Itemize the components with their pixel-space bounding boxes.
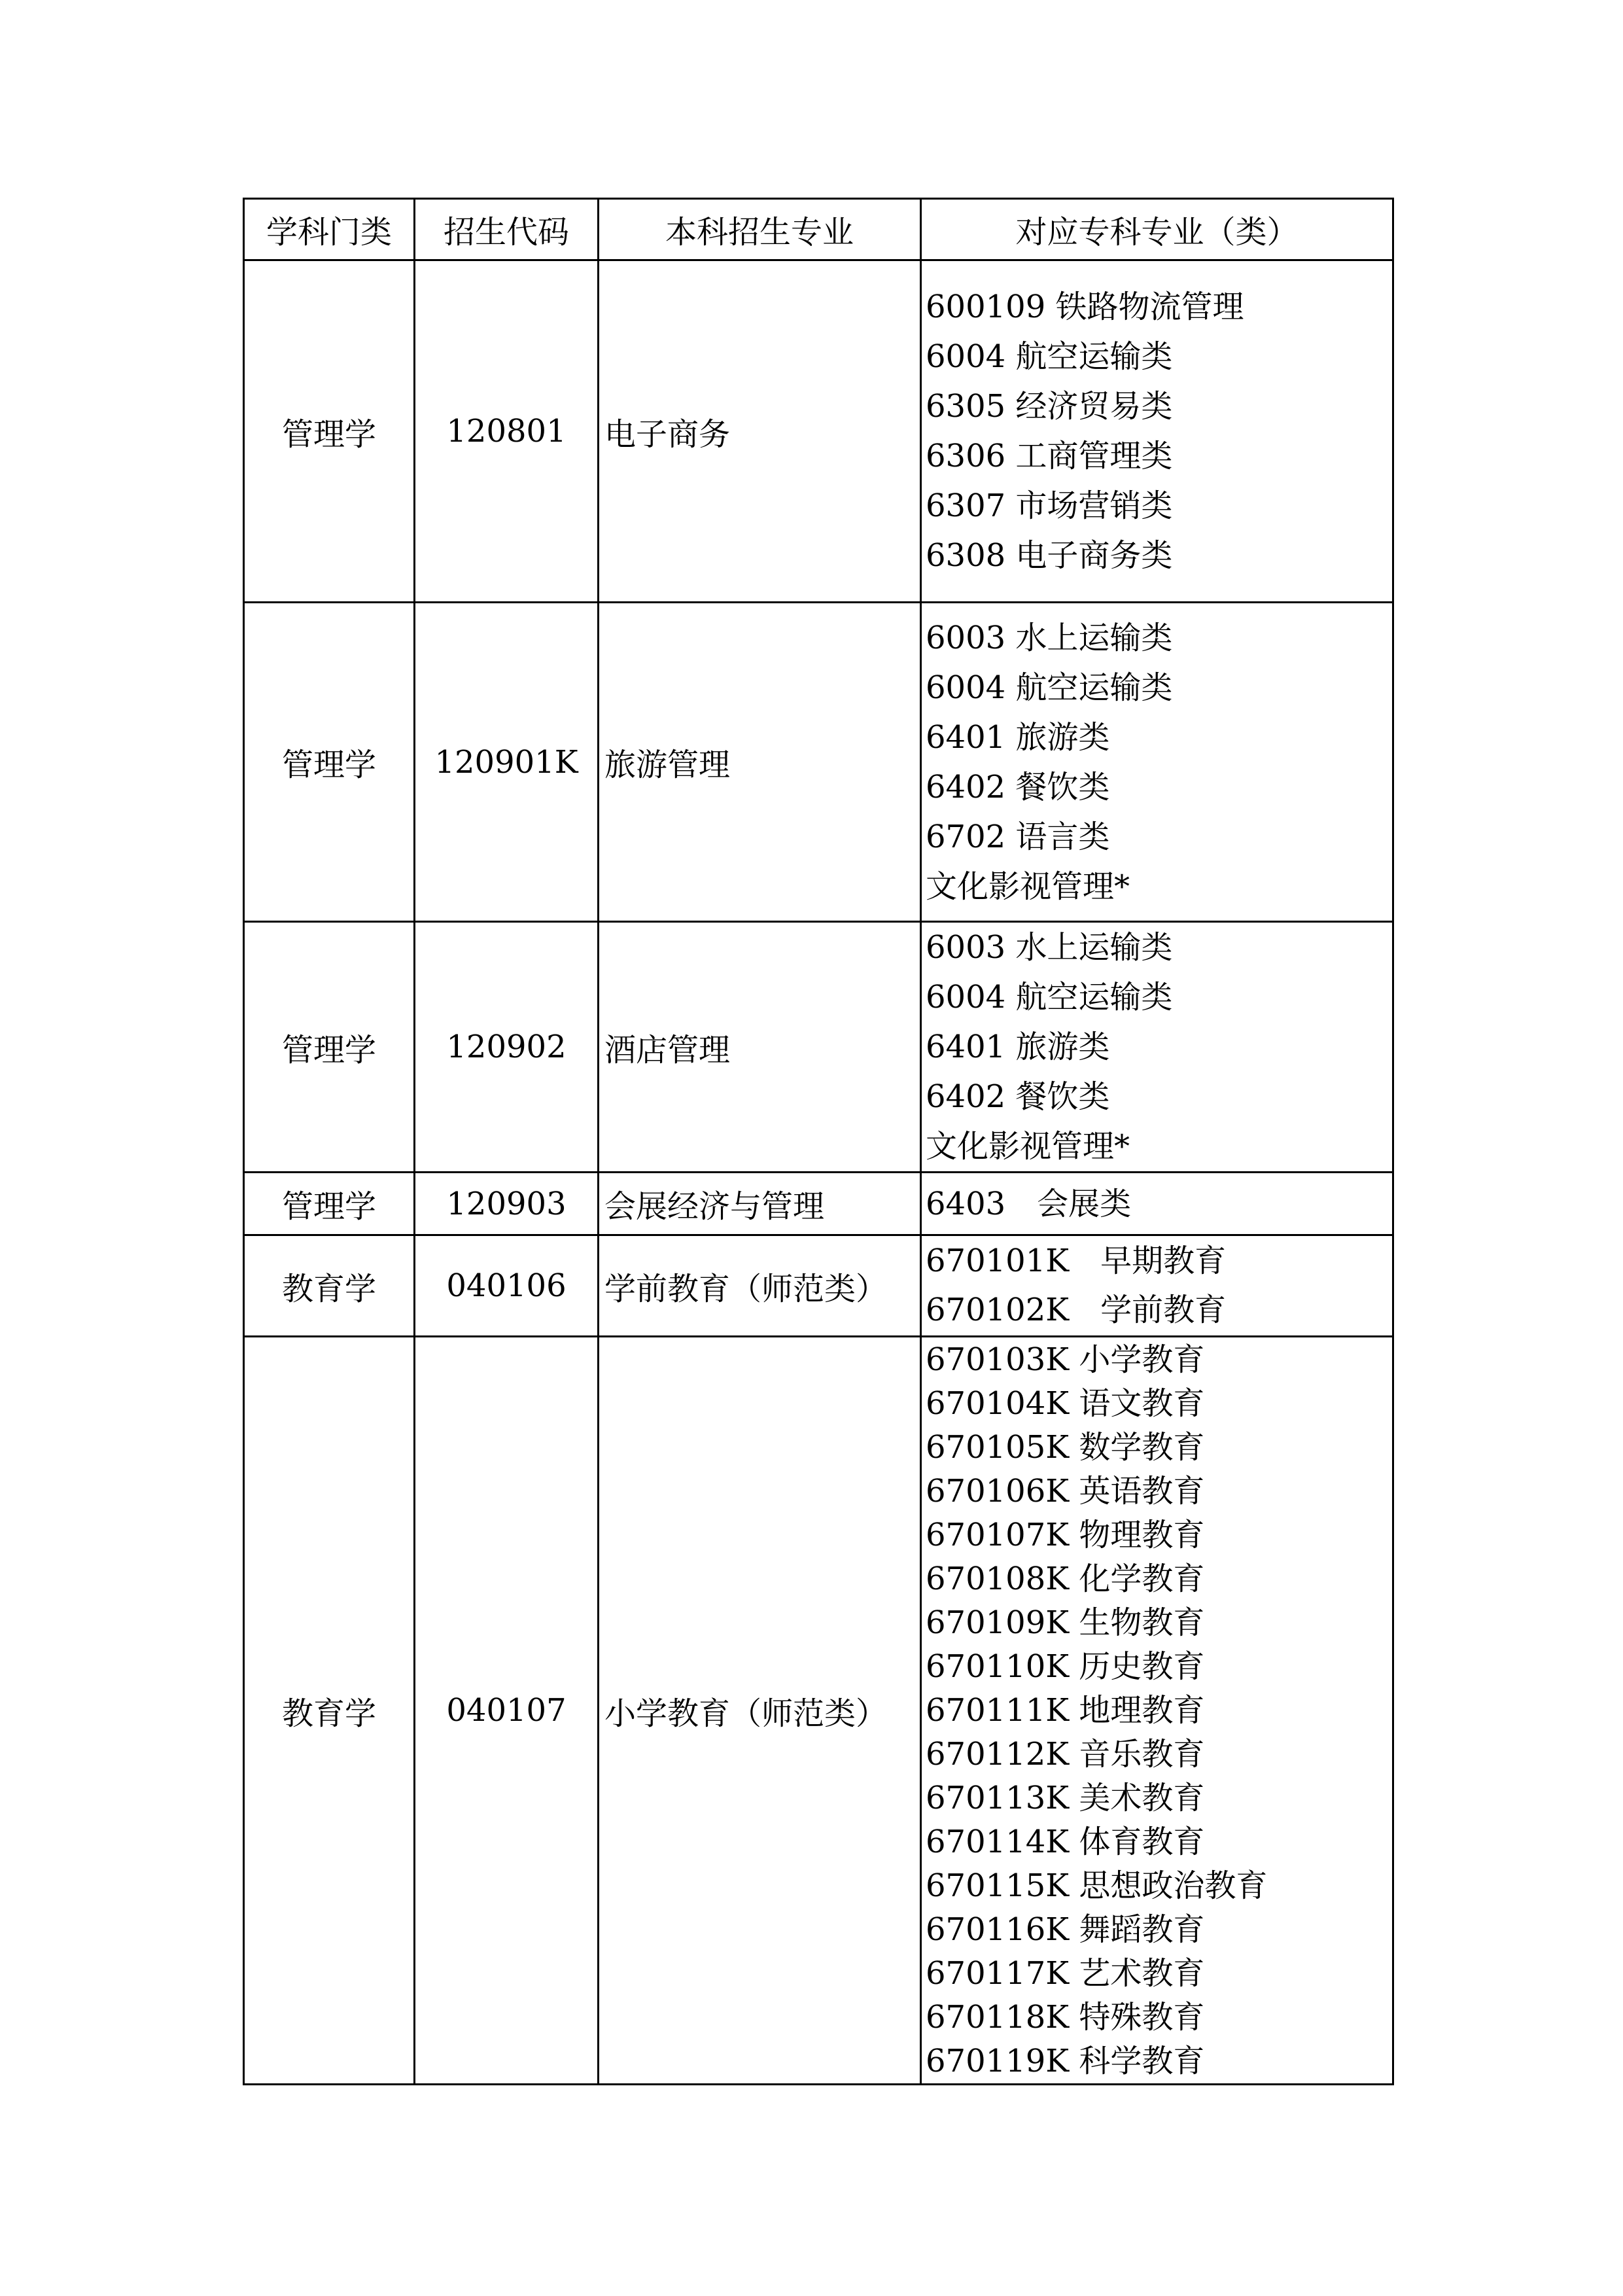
- related-program-item: 670116K 舞蹈教育: [926, 1911, 1205, 1948]
- related-program-item: 6306 工商管理类: [926, 438, 1173, 474]
- category-cell: 管理学: [244, 1173, 415, 1235]
- category-cell: 管理学: [244, 922, 415, 1173]
- related-program-item: 6401 旅游类: [926, 1029, 1110, 1065]
- related-program-item: 670114K 体育教育: [926, 1823, 1205, 1860]
- table-row: [244, 1173, 1393, 1235]
- major-cell: 小学教育（师范类）: [599, 1337, 921, 2085]
- major-cell: 会展经济与管理: [599, 1173, 921, 1235]
- code-cell: 120801: [415, 260, 599, 603]
- related-program-item: 6402 餐饮类: [926, 1078, 1110, 1115]
- header-code: 招生代码: [415, 199, 599, 260]
- table-row: [244, 1235, 1393, 1337]
- major-cell: 电子商务: [599, 260, 921, 603]
- table-row: [244, 922, 1393, 1173]
- table-row: [244, 260, 1393, 603]
- related-program-item: 6702 语言类: [926, 818, 1110, 855]
- category-cell: 教育学: [244, 1235, 415, 1337]
- related-program-item: 670118K 特殊教育: [926, 1998, 1205, 2036]
- related-program-item: 670110K 历史教育: [926, 1648, 1205, 1685]
- table-row: [244, 1337, 1393, 2085]
- related-program-item: 670112K 音乐教育: [926, 1735, 1205, 1773]
- code-cell: 040106: [415, 1235, 599, 1337]
- code-cell: 120901K: [415, 603, 599, 922]
- related-program-item: 670113K 美术教育: [926, 1779, 1205, 1816]
- related-programs-cell: [921, 603, 1393, 922]
- header-related: 对应专科专业（类）: [921, 199, 1393, 260]
- related-program-item: 670119K 科学教育: [926, 2042, 1205, 2079]
- related-program-item: 670106K 英语教育: [926, 1472, 1205, 1510]
- related-program-item: 600109 铁路物流管理: [926, 289, 1244, 325]
- related-program-item: 文化影视管理*: [926, 1128, 1130, 1165]
- related-program-item: 670108K 化学教育: [926, 1560, 1205, 1597]
- code-cell: 120902: [415, 922, 599, 1173]
- related-program-item: 6401 旅游类: [926, 718, 1110, 756]
- code-cell: 120903: [415, 1173, 599, 1235]
- related-programs-cell: [921, 1337, 1393, 2085]
- related-programs-cell: [921, 922, 1393, 1173]
- related-program-item: 6003 水上运输类: [926, 619, 1173, 656]
- related-program-item: 670103K 小学教育: [926, 1341, 1205, 1378]
- major-cell: 酒店管理: [599, 922, 921, 1173]
- related-programs-cell: [921, 260, 1393, 603]
- category-cell: 教育学: [244, 1337, 415, 2085]
- table-row: [244, 603, 1393, 922]
- related-program-item: 6004 航空运输类: [926, 669, 1173, 706]
- related-program-item: 670105K 数学教育: [926, 1428, 1205, 1466]
- major-cell: 学前教育（师范类）: [599, 1235, 921, 1337]
- related-program-item: 670101K 早期教育: [926, 1243, 1227, 1279]
- program-table: [243, 198, 1394, 2085]
- related-program-item: 670107K 物理教育: [926, 1516, 1205, 1553]
- related-programs-cell: [921, 1173, 1393, 1235]
- header-major: 本科招生专业: [599, 199, 921, 260]
- related-program-item: 6402 餐饮类: [926, 768, 1110, 805]
- code-cell: 040107: [415, 1337, 599, 2085]
- related-program-item: 6003 水上运输类: [926, 929, 1173, 966]
- related-program-item: 670111K 地理教育: [926, 1691, 1205, 1729]
- category-cell: 管理学: [244, 260, 415, 603]
- related-program-item: 6004 航空运输类: [926, 338, 1173, 375]
- related-program-item: 670102K 学前教育: [926, 1292, 1227, 1328]
- related-program-item: 6305 经济贸易类: [926, 388, 1173, 425]
- related-program-item: 670117K 艺术教育: [926, 1954, 1205, 1992]
- related-program-item: 6307 市场营销类: [926, 487, 1173, 524]
- related-program-item: 670104K 语文教育: [926, 1385, 1205, 1422]
- related-program-item: 6308 电子商务类: [926, 537, 1173, 574]
- related-programs-cell: [921, 1235, 1393, 1337]
- header-category: 学科门类: [244, 199, 415, 260]
- related-program-item: 670115K 思想政治教育: [926, 1867, 1268, 1904]
- related-program-item: 670109K 生物教育: [926, 1604, 1205, 1641]
- related-program-item: 文化影视管理*: [926, 868, 1130, 905]
- category-cell: 管理学: [244, 603, 415, 922]
- header-row: [244, 199, 1393, 260]
- related-program-item: 6004 航空运输类: [926, 979, 1173, 1016]
- related-program-item: 6403 会展类: [926, 1185, 1132, 1222]
- major-cell: 旅游管理: [599, 603, 921, 922]
